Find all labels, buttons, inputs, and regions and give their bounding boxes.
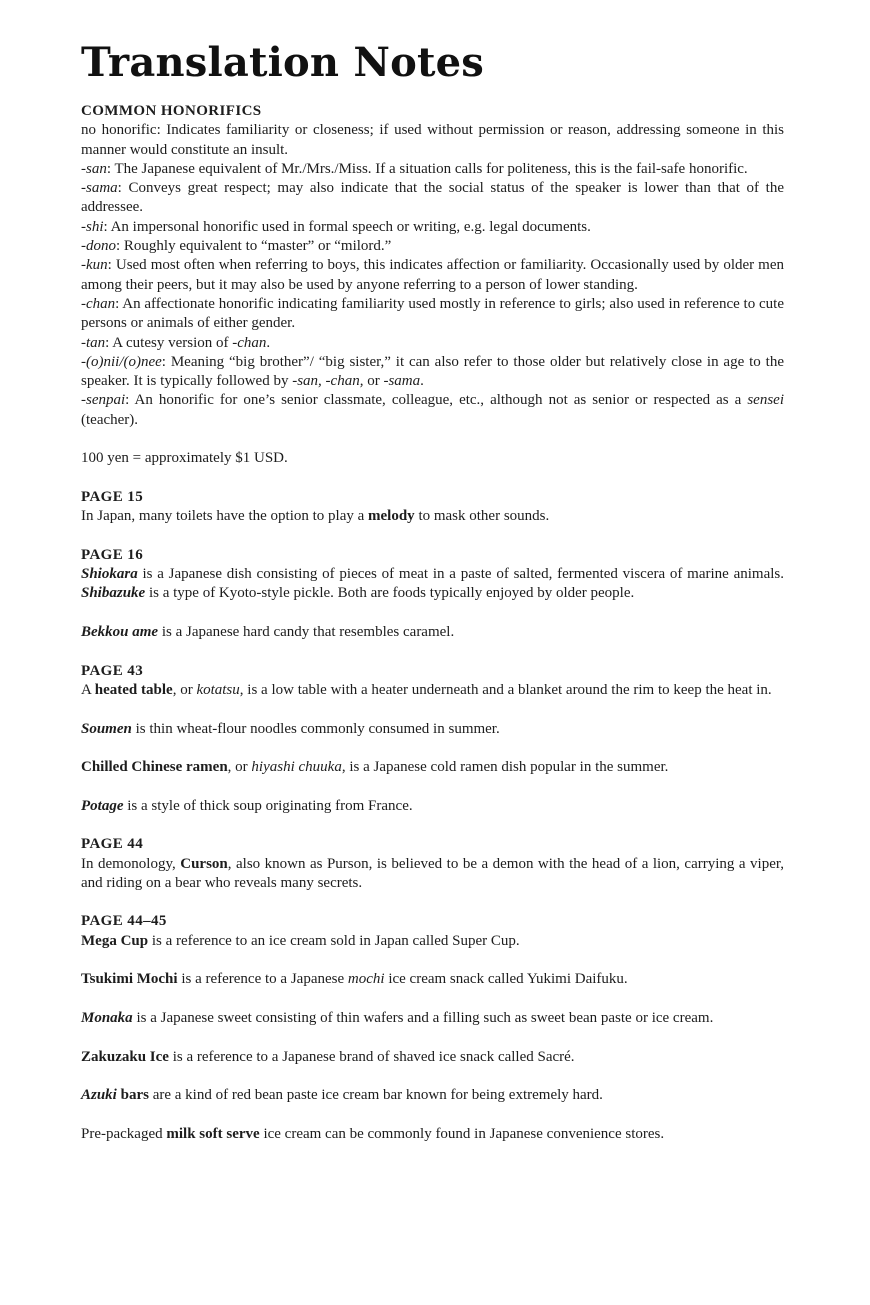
honorific-entry: -chan: An affectionate honorific indicating familiarity used mostly in reference to girls; also used in reference to cute persons or animals of either gender. (81, 295, 784, 332)
honorific-entry: no honorific: Indicates familiarity or closeness; if used without permission or reason, addressing someone in this manner would constitute an insult. (81, 122, 785, 158)
honorific-entry: -senpai: An honorific for one’s senior classmate, colleague, etc., although not as senior or respected as a sensei (teacher). (81, 392, 784, 428)
note-paragraph: In Japan, many toilets have the option to play a melody to mask other sounds. (81, 508, 550, 525)
honorific-entry: -san: The Japanese equivalent of Mr./Mrs./Miss. If a situation calls for politeness, this is the fail-safe honorific. (81, 160, 748, 177)
note-paragraph: Potage is a style of thick soup originating from France. (81, 797, 413, 814)
note-paragraph: Soumen is thin wheat-flour noodles commonly consumed in summer. (81, 720, 500, 737)
note-paragraph: Tsukimi Mochi is a reference to a Japanese mochi ice cream snack called Yukimi Daifuku. (81, 971, 628, 988)
note-paragraph: Pre-packaged milk soft serve ice cream can be commonly found in Japanese convenience stores. (81, 1125, 665, 1142)
honorific-entry: -sama: Conveys great respect; may also indicate that the social status of the speaker is lower than that of the addressee. (81, 180, 784, 216)
note-paragraph: In demonology, Curson, also known as Purson, is believed to be a demon with the head of a lion, carrying a viper, and riding on a bear who reveals many secrets. (81, 855, 785, 891)
note-paragraph: Monaka is a Japanese sweet consisting of thin wafers and a filling such as sweet bean paste or ice cream. (81, 1009, 714, 1026)
note-paragraph: Chilled Chinese ramen, or hiyashi chuuka, is a Japanese cold ramen dish popular in the summer. (81, 759, 669, 776)
page43-heading: PAGE 43 (81, 662, 144, 679)
honorific-entry: -tan: A cutesy version of -chan. (81, 334, 271, 351)
page16-heading: PAGE 16 (81, 546, 144, 563)
page15-heading: PAGE 15 (81, 488, 144, 505)
honorific-entry: -(o)nii/(o)nee: Meaning “big brother”/ “big sister,” it can also refer to those older but relatively close in age to the speaker. It is typically followed by -san, -chan, or -sama. (81, 353, 784, 390)
note-paragraph: Mega Cup is a reference to an ice cream sold in Japan called Super Cup. (81, 932, 520, 949)
page44-45-heading: PAGE 44–45 (81, 913, 167, 930)
honorific-entry: -kun: Used most often when referring to boys, this indicates affection or familiarity. Occasionally used by older men among their peers, but it may also be used by anyone referring to a person of lower standing. (81, 257, 784, 293)
note-paragraph: Shiokara is a Japanese dish consisting of pieces of meat in a paste of salted, fermented viscera of marine animals. Shibazuke is a type of Kyoto-style pickle. Both are foods typically enjoyed by older people. (81, 566, 784, 602)
note-paragraph: Bekkou ame is a Japanese hard candy that resembles caramel. (81, 624, 455, 641)
note-paragraph: Zakuzaku Ice is a reference to a Japanese brand of shaved ice snack called Sacré. (81, 1048, 575, 1065)
note-paragraph: A heated table, or kotatsu, is a low table with a heater underneath and a blanket around the rim to keep the heat in. (81, 681, 772, 698)
page44-heading: PAGE 44 (81, 836, 144, 853)
honorifics-heading: COMMON HONORIFICS (81, 103, 262, 119)
document-page (81, 40, 784, 1144)
note-paragraph: Azuki bars are a kind of red bean paste ice cream bar known for being extremely hard. (81, 1087, 603, 1104)
honorific-entry: -shi: An impersonal honorific used in formal speech or writing, e.g. legal documents. (81, 218, 591, 235)
honorific-entry: -dono: Roughly equivalent to “master” or “milord.” (81, 238, 392, 255)
currency-note: 100 yen = approximately $1 USD. (81, 450, 288, 467)
page-title: Translation Notes (81, 39, 485, 86)
